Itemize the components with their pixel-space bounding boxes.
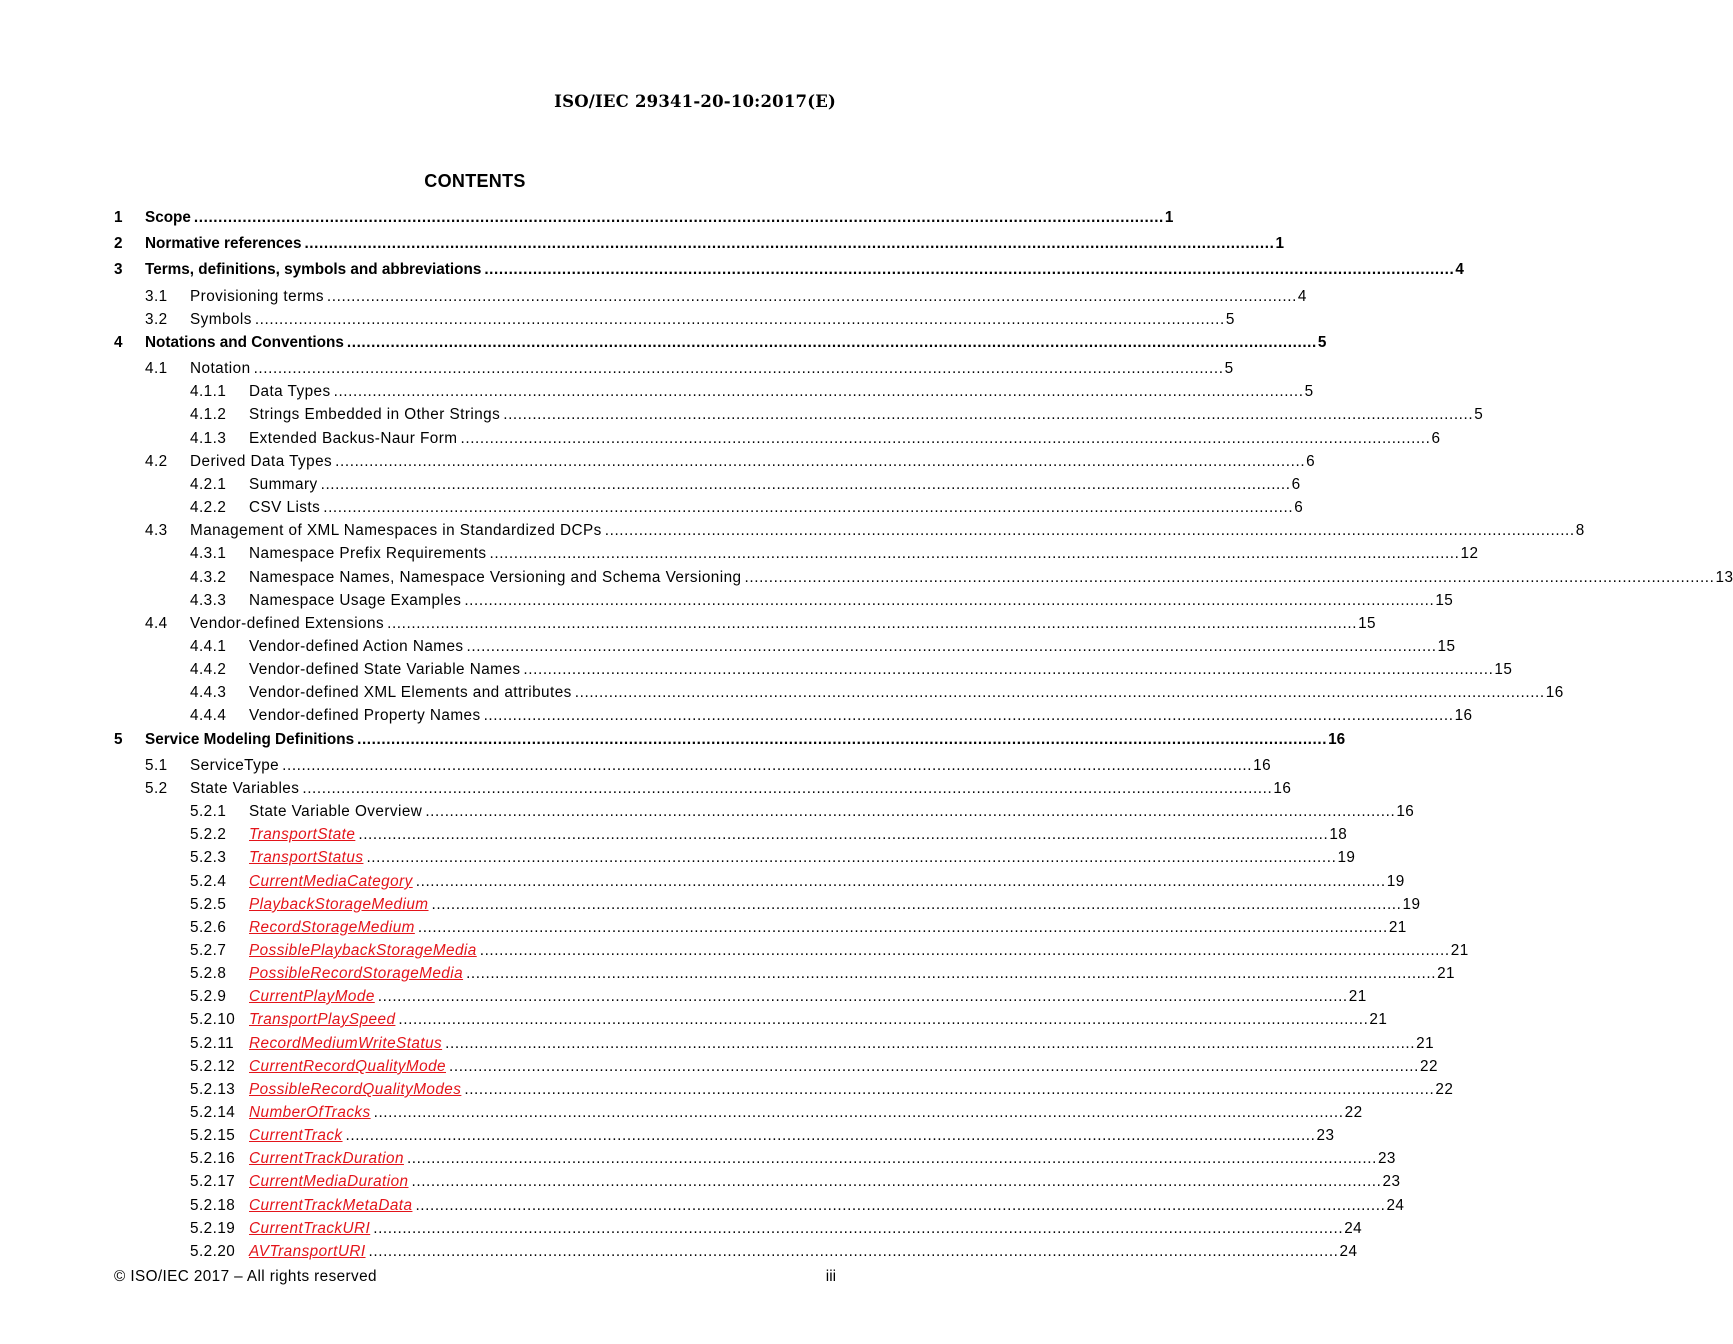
toc-entry-title: Vendor-defined Action Names [249, 636, 464, 658]
dot-leader: ........................................................................................................................................................................................................ [326, 288, 1297, 305]
dot-leader: ........................................................................................................................................................................................................ [282, 757, 1253, 774]
toc-entry[interactable] [0, 847, 1356, 869]
toc-entry-page: 24 [1339, 1243, 1358, 1260]
toc-entry-page: 21 [1369, 1011, 1388, 1028]
toc-entry-number: 3.1 [145, 288, 168, 305]
toc-entry-page: 5 [1224, 360, 1234, 377]
toc-entry-title: State Variable Overview [249, 801, 422, 823]
toc-entry-link[interactable]: CurrentTrackDuration [249, 1148, 404, 1170]
toc-entry[interactable] [0, 824, 1348, 846]
dot-leader: ........................................................................................................................................................................................................ [368, 1243, 1339, 1260]
dot-leader: ........................................................................................................................................................................................................ [479, 942, 1450, 959]
toc-entry[interactable] [0, 917, 1407, 939]
toc-entry-page: 15 [1358, 615, 1377, 632]
toc-entry-page: 6 [1291, 476, 1301, 493]
toc-entry[interactable] [0, 567, 1733, 589]
toc-entry-page: 21 [1437, 965, 1455, 982]
toc-entry[interactable] [0, 207, 1174, 229]
toc-entry[interactable] [0, 1079, 1454, 1101]
dot-leader: ........................................................................................................................................................................................................ [323, 499, 1294, 516]
dot-leader: ........................................................................................................................................................................................................ [320, 476, 1291, 493]
toc-entry[interactable] [0, 1241, 1358, 1263]
toc-entry-number: 5.2.14 [190, 1104, 236, 1121]
toc-entry-page: 24 [1386, 1197, 1405, 1214]
dot-leader: ........................................................................................................................................................................................................ [357, 731, 1328, 748]
toc-entry-number: 3 [114, 261, 123, 278]
toc-entry-link[interactable]: PossibleRecordStorageMedia [249, 963, 463, 985]
dot-leader: ........................................................................................................................................................................................................ [431, 896, 1402, 913]
dot-leader: ........................................................................................................................................................................................................ [335, 453, 1306, 470]
toc-entry-page: 1 [1275, 235, 1284, 252]
toc-entry-page: 23 [1382, 1173, 1401, 1190]
dot-leader: ........................................................................................................................................................................................................ [604, 522, 1575, 539]
toc-entry-title: Strings Embedded in Other Strings [249, 404, 500, 426]
toc-entry[interactable] [0, 1195, 1405, 1217]
toc-entry-link[interactable]: CurrentRecordQualityMode [249, 1056, 446, 1078]
toc-entry-number: 4.1 [145, 360, 168, 377]
dot-leader: ........................................................................................................................................................................................................ [503, 406, 1474, 423]
toc-entry-page: 1 [1164, 209, 1174, 226]
dot-leader: ........................................................................................................................................................................................................ [358, 826, 1329, 843]
toc-entry[interactable] [0, 332, 1327, 354]
toc-entry-title: State Variables [190, 778, 299, 800]
toc-entry-page: 21 [1388, 919, 1407, 936]
toc-entry-number: 5.1 [145, 757, 168, 774]
toc-entry-title: Management of XML Namespaces in Standardized DCPs [190, 520, 602, 542]
toc-entry-page: 5 [1304, 383, 1314, 400]
toc-entry-page: 15 [1494, 661, 1513, 678]
toc-entry-number: 1 [114, 209, 123, 226]
toc-entry-title: Namespace Names, Namespace Versioning and Schema Versioning [249, 567, 742, 589]
toc-entry-title: Scope [145, 207, 191, 229]
toc-entry-page: 12 [1460, 545, 1479, 562]
toc-entry-page: 5 [1474, 406, 1484, 423]
toc-entry-page: 15 [1437, 638, 1456, 655]
toc-entry-link[interactable]: NumberOfTracks [249, 1102, 371, 1124]
toc-entry-link[interactable]: PossiblePlaybackStorageMedia [249, 940, 477, 962]
toc-entry-page: 22 [1344, 1104, 1363, 1121]
dot-leader: ........................................................................................................................................................................................................ [373, 1104, 1344, 1121]
dot-leader: ........................................................................................................................................................................................................ [489, 545, 1460, 562]
toc-entry[interactable] [0, 1218, 1363, 1240]
toc-entry-page: 8 [1575, 522, 1585, 539]
toc-entry-page: 16 [1454, 707, 1473, 724]
toc-entry-number: 3.2 [145, 311, 168, 328]
toc-entry-number: 4.3.3 [190, 592, 227, 609]
dot-leader: ........................................................................................................................................................................................................ [406, 1150, 1377, 1167]
toc-entry-page: 15 [1435, 592, 1454, 609]
toc-entry-link[interactable]: CurrentTrackURI [249, 1218, 370, 1240]
toc-entry[interactable] [0, 729, 1346, 751]
dot-leader: ........................................................................................................................................................................................................ [193, 209, 1164, 226]
toc-entry-number: 5.2.4 [190, 873, 227, 890]
dot-leader: ........................................................................................................................................................................................................ [304, 235, 1275, 252]
toc-entry[interactable] [0, 1125, 1335, 1147]
toc-entry-number: 4.3 [145, 522, 168, 539]
toc-entry-link[interactable]: CurrentMediaCategory [249, 871, 413, 893]
toc-entry-link[interactable]: AVTransportURI [249, 1241, 366, 1263]
dot-leader: ........................................................................................................................................................................................................ [411, 1173, 1382, 1190]
toc-entry[interactable] [0, 520, 1585, 542]
toc-entry[interactable] [0, 1033, 1435, 1055]
toc-entry-number: 5.2.17 [190, 1173, 236, 1190]
toc-entry-number: 4.4.1 [190, 638, 227, 655]
toc-entry-title: Vendor-defined Property Names [249, 705, 481, 727]
dot-leader: ........................................................................................................................................................................................................ [398, 1011, 1369, 1028]
toc-entry-number: 5.2.19 [190, 1220, 236, 1237]
copyright-notice: © ISO/IEC 2017 – All rights reserved [114, 1268, 377, 1285]
toc-entry-title: Provisioning terms [190, 286, 324, 308]
toc-entry[interactable] [0, 963, 1455, 985]
toc-entry-number: 4.4.4 [190, 707, 227, 724]
toc-entry-title: Data Types [249, 381, 331, 403]
toc-entry-number: 5.2.8 [190, 965, 227, 982]
toc-entry-page: 19 [1402, 896, 1421, 913]
toc-entry-number: 5.2.18 [190, 1197, 236, 1214]
toc-entry-number: 4.2.1 [190, 476, 227, 493]
toc-entry[interactable] [0, 871, 1405, 893]
toc-entry-number: 5.2.13 [190, 1081, 236, 1098]
dot-leader: ........................................................................................................................................................................................................ [417, 919, 1388, 936]
toc-entry-page: 19 [1337, 849, 1356, 866]
toc-entry-page: 5 [1317, 334, 1327, 351]
dot-leader: ........................................................................................................................................................................................................ [484, 261, 1455, 278]
toc-entry-link[interactable]: PlaybackStorageMedium [249, 894, 429, 916]
toc-entry[interactable] [0, 1171, 1401, 1193]
dot-leader: ........................................................................................................................................................................................................ [574, 684, 1545, 701]
toc-entry[interactable] [0, 358, 1234, 380]
toc-entry[interactable] [0, 1148, 1396, 1170]
toc-entry-number: 4.1.3 [190, 430, 227, 447]
toc-entry[interactable] [0, 940, 1469, 962]
toc-entry-link[interactable]: TransportState [249, 824, 355, 846]
dot-leader: ........................................................................................................................................................................................................ [302, 780, 1273, 797]
toc-entry-number: 5 [114, 731, 123, 748]
toc-entry-title: Notation [190, 358, 251, 380]
toc-entry-title: Namespace Usage Examples [249, 590, 461, 612]
document-identifier: ISO/IEC 29341-20-10:2017(E) [554, 92, 836, 111]
toc-entry-number: 4.2 [145, 453, 168, 470]
toc-entry[interactable] [0, 755, 1272, 777]
toc-entry-page: 13 [1715, 569, 1733, 586]
dot-leader: ........................................................................................................................................................................................................ [425, 803, 1396, 820]
toc-entry-title: Extended Backus-Naur Form [249, 428, 458, 450]
toc-entry-page: 16 [1396, 803, 1415, 820]
toc-entry-link[interactable]: CurrentTrack [249, 1125, 343, 1147]
toc-entry[interactable] [0, 404, 1484, 426]
dot-leader: ........................................................................................................................................................................................................ [377, 988, 1348, 1005]
toc-entry-page: 24 [1344, 1220, 1363, 1237]
toc-entry[interactable] [0, 259, 1464, 281]
toc-entry-title: Vendor-defined State Variable Names [249, 659, 520, 681]
toc-entry-number: 5.2.7 [190, 942, 227, 959]
toc-entry-link[interactable]: TransportStatus [249, 847, 363, 869]
toc-entry-title: Terms, definitions, symbols and abbreviations [145, 259, 481, 281]
dot-leader: ........................................................................................................................................................................................................ [253, 360, 1224, 377]
dot-leader: ........................................................................................................................................................................................................ [345, 1127, 1316, 1144]
toc-entry-number: 5.2.10 [190, 1011, 236, 1028]
dot-leader: ........................................................................................................................................................................................................ [466, 965, 1437, 982]
toc-entry[interactable] [0, 428, 1441, 450]
toc-entry-number: 4.3.1 [190, 545, 227, 562]
toc-entry-link[interactable]: CurrentTrackMetaData [249, 1195, 412, 1217]
toc-entry-number: 4.1.2 [190, 406, 227, 423]
dot-leader: ........................................................................................................................................................................................................ [387, 615, 1358, 632]
toc-entry-number: 4.1.1 [190, 383, 227, 400]
toc-entry[interactable] [0, 1009, 1388, 1031]
toc-entry[interactable] [0, 309, 1235, 331]
toc-entry-page: 23 [1316, 1127, 1335, 1144]
toc-entry-link[interactable]: RecordStorageMedium [249, 917, 415, 939]
toc-entry-page: 21 [1450, 942, 1469, 959]
toc-entry-link[interactable]: RecordMediumWriteStatus [249, 1033, 442, 1055]
dot-leader: ........................................................................................................................................................................................................ [464, 1081, 1435, 1098]
toc-entry[interactable] [0, 894, 1421, 916]
toc-entry-page: 5 [1225, 311, 1235, 328]
dot-leader: ........................................................................................................................................................................................................ [460, 430, 1431, 447]
toc-entry-title: Normative references [145, 233, 301, 255]
toc-entry-number: 5.2.2 [190, 826, 227, 843]
toc-entry-page: 6 [1306, 453, 1316, 470]
toc-entry-title: Service Modeling Definitions [145, 729, 354, 751]
dot-leader: ........................................................................................................................................................................................................ [366, 849, 1337, 866]
toc-entry-title: CSV Lists [249, 497, 320, 519]
dot-leader: ........................................................................................................................................................................................................ [483, 707, 1454, 724]
dot-leader: ........................................................................................................................................................................................................ [466, 638, 1437, 655]
toc-entry-page: 6 [1294, 499, 1304, 516]
toc-entry-number: 5.2.1 [190, 803, 227, 820]
toc-entry[interactable] [0, 590, 1454, 612]
toc-entry[interactable] [0, 474, 1301, 496]
toc-entry-page: 22 [1435, 1081, 1454, 1098]
toc-entry-link[interactable]: TransportPlaySpeed [249, 1009, 395, 1031]
contents-heading: CONTENTS [424, 171, 526, 191]
dot-leader: ........................................................................................................................................................................................................ [445, 1035, 1416, 1052]
toc-entry[interactable] [0, 543, 1479, 565]
toc-entry-link[interactable]: CurrentMediaDuration [249, 1171, 409, 1193]
toc-entry-title: Notations and Conventions [145, 332, 344, 354]
toc-entry-page: 16 [1328, 731, 1346, 748]
toc-entry-number: 5.2.16 [190, 1150, 236, 1167]
toc-entry-number: 4.4.2 [190, 661, 227, 678]
toc-entry-title: Symbols [190, 309, 252, 331]
dot-leader: ........................................................................................................................................................................................................ [333, 383, 1304, 400]
toc-entry-number: 5.2.12 [190, 1058, 236, 1075]
dot-leader: ........................................................................................................................................................................................................ [346, 334, 1317, 351]
toc-entry[interactable] [0, 1102, 1363, 1124]
toc-entry-number: 5.2.20 [190, 1243, 236, 1260]
toc-entry-page: 4 [1297, 288, 1307, 305]
toc-entry-page: 21 [1416, 1035, 1435, 1052]
toc-entry-link[interactable]: PossibleRecordQualityModes [249, 1079, 461, 1101]
toc-entry-number: 5.2.9 [190, 988, 227, 1005]
toc-entry-title: Vendor-defined Extensions [190, 613, 384, 635]
toc-entry-page: 19 [1386, 873, 1405, 890]
toc-entry-title: Vendor-defined XML Elements and attributes [249, 682, 572, 704]
toc-entry-number: 5.2.5 [190, 896, 227, 913]
toc-entry-title: Namespace Prefix Requirements [249, 543, 487, 565]
toc-entry-page: 16 [1545, 684, 1564, 701]
toc-entry-title: Derived Data Types [190, 451, 332, 473]
toc-entry-page: 21 [1348, 988, 1367, 1005]
toc-entry-number: 4.2.2 [190, 499, 227, 516]
toc-entry[interactable] [0, 705, 1473, 727]
dot-leader: ........................................................................................................................................................................................................ [744, 569, 1715, 586]
toc-entry-page: 6 [1431, 430, 1441, 447]
toc-entry[interactable] [0, 497, 1304, 519]
dot-leader: ........................................................................................................................................................................................................ [415, 873, 1386, 890]
dot-leader: ........................................................................................................................................................................................................ [464, 592, 1435, 609]
toc-entry[interactable] [0, 986, 1367, 1008]
toc-entry-page: 4 [1455, 261, 1464, 278]
toc-entry[interactable] [0, 801, 1415, 823]
toc-entry-number: 4.4 [145, 615, 168, 632]
toc-entry-title: Summary [249, 474, 318, 496]
toc-entry-page: 23 [1377, 1150, 1396, 1167]
dot-leader: ........................................................................................................................................................................................................ [415, 1197, 1386, 1214]
toc-entry-number: 5.2.6 [190, 919, 227, 936]
toc-entry-number: 5.2.3 [190, 849, 227, 866]
toc-entry-title: ServiceType [190, 755, 279, 777]
toc-entry[interactable] [0, 682, 1564, 704]
toc-entry-link[interactable]: CurrentPlayMode [249, 986, 375, 1008]
toc-entry-number: 2 [114, 235, 123, 252]
dot-leader: ........................................................................................................................................................................................................ [373, 1220, 1344, 1237]
toc-entry-number: 5.2.11 [190, 1035, 235, 1052]
toc-entry-page: 22 [1420, 1058, 1438, 1075]
toc-entry[interactable] [0, 286, 1307, 308]
toc-entry[interactable] [0, 778, 1292, 800]
toc-entry[interactable] [0, 451, 1316, 473]
toc-entry-number: 4.4.3 [190, 684, 227, 701]
toc-entry-page: 16 [1273, 780, 1292, 797]
toc-entry-number: 4.3.2 [190, 569, 227, 586]
toc-entry[interactable] [0, 381, 1314, 403]
toc-entry[interactable] [0, 233, 1284, 255]
toc-entry-page: 16 [1253, 757, 1272, 774]
dot-leader: ........................................................................................................................................................................................................ [449, 1058, 1419, 1075]
toc-entry-number: 5.2 [145, 780, 168, 797]
dot-leader: ........................................................................................................................................................................................................ [523, 661, 1494, 678]
page-number: iii [825, 1268, 836, 1285]
toc-entry-number: 5.2.15 [190, 1127, 236, 1144]
dot-leader: ........................................................................................................................................................................................................ [254, 311, 1225, 328]
toc-entry-number: 4 [114, 334, 123, 351]
toc-entry[interactable] [0, 613, 1377, 635]
toc-entry[interactable] [0, 1056, 1438, 1078]
toc-entry-page: 18 [1329, 826, 1348, 843]
toc-entry[interactable] [0, 636, 1456, 658]
toc-entry[interactable] [0, 659, 1513, 681]
